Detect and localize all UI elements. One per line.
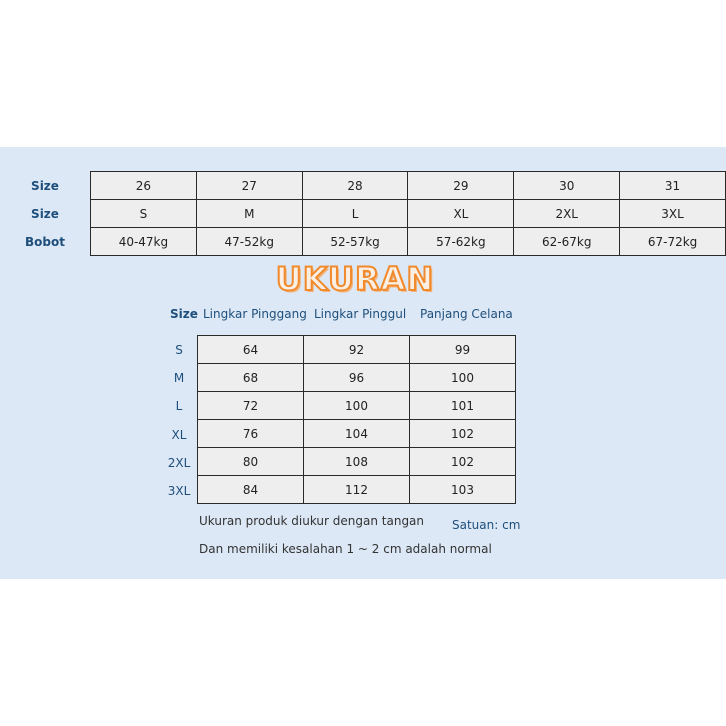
table-cell: 27: [196, 172, 302, 200]
table-cell: 102: [410, 448, 516, 476]
table-row: [198, 448, 516, 476]
size-weight-table: [90, 171, 726, 256]
table-cell: 72: [198, 392, 304, 420]
table-row: [91, 172, 726, 200]
measure-size-m: M: [173, 371, 185, 385]
row-label-size-number: Size: [31, 179, 59, 193]
table-cell: 3XL: [620, 200, 726, 228]
table-row: [198, 392, 516, 420]
table-cell: 68: [198, 364, 304, 392]
note-hand-measured: Ukuran produk diukur dengan tangan: [199, 514, 425, 528]
measure-size-label: Size: [170, 307, 198, 321]
table-row: [198, 476, 516, 504]
measure-size-2xl: 2XL: [167, 456, 191, 470]
table-cell: 101: [410, 392, 516, 420]
table-cell: 52-57kg: [302, 228, 408, 256]
ukuran-title: UKURAN: [275, 260, 435, 298]
table-cell: 57-62kg: [408, 228, 514, 256]
row-label-size-letter: Size: [31, 207, 59, 221]
table-cell: 47-52kg: [196, 228, 302, 256]
table-cell: 100: [410, 364, 516, 392]
measurement-table: [197, 335, 516, 504]
table-cell: 67-72kg: [620, 228, 726, 256]
table-cell: 26: [91, 172, 197, 200]
table-cell: L: [302, 200, 408, 228]
table-row: [198, 420, 516, 448]
table-cell: M: [196, 200, 302, 228]
table-cell: XL: [408, 200, 514, 228]
table-cell: 80: [198, 448, 304, 476]
table-cell: S: [91, 200, 197, 228]
measure-size-l: L: [175, 399, 183, 413]
table-cell: 62-67kg: [514, 228, 620, 256]
table-cell: 84: [198, 476, 304, 504]
table-cell: 64: [198, 336, 304, 364]
table-cell: 28: [302, 172, 408, 200]
table-cell: 30: [514, 172, 620, 200]
table-cell: 2XL: [514, 200, 620, 228]
measure-size-s: S: [175, 343, 183, 357]
table-cell: 76: [198, 420, 304, 448]
table-row: [198, 336, 516, 364]
table-cell: 31: [620, 172, 726, 200]
table-cell: 108: [304, 448, 410, 476]
measure-size-xl: XL: [171, 428, 187, 442]
note-tolerance: Dan memiliki kesalahan 1 ~ 2 cm adalah normal: [199, 542, 492, 556]
row-label-weight: Bobot: [25, 235, 65, 249]
table-row: [198, 364, 516, 392]
table-cell: 104: [304, 420, 410, 448]
table-cell: 29: [408, 172, 514, 200]
table-cell: 40-47kg: [91, 228, 197, 256]
header-length: Panjang Celana: [420, 307, 513, 321]
unit-label: Satuan: cm: [452, 518, 521, 532]
table-cell: 99: [410, 336, 516, 364]
table-row: [91, 200, 726, 228]
table-cell: 103: [410, 476, 516, 504]
table-cell: 102: [410, 420, 516, 448]
measure-size-3xl: 3XL: [167, 484, 191, 498]
table-cell: 96: [304, 364, 410, 392]
table-cell: 100: [304, 392, 410, 420]
table-row: [91, 228, 726, 256]
header-hip: Lingkar Pinggul: [314, 307, 407, 321]
header-waist: Lingkar Pinggang: [203, 307, 307, 321]
table-cell: 112: [304, 476, 410, 504]
table-cell: 92: [304, 336, 410, 364]
